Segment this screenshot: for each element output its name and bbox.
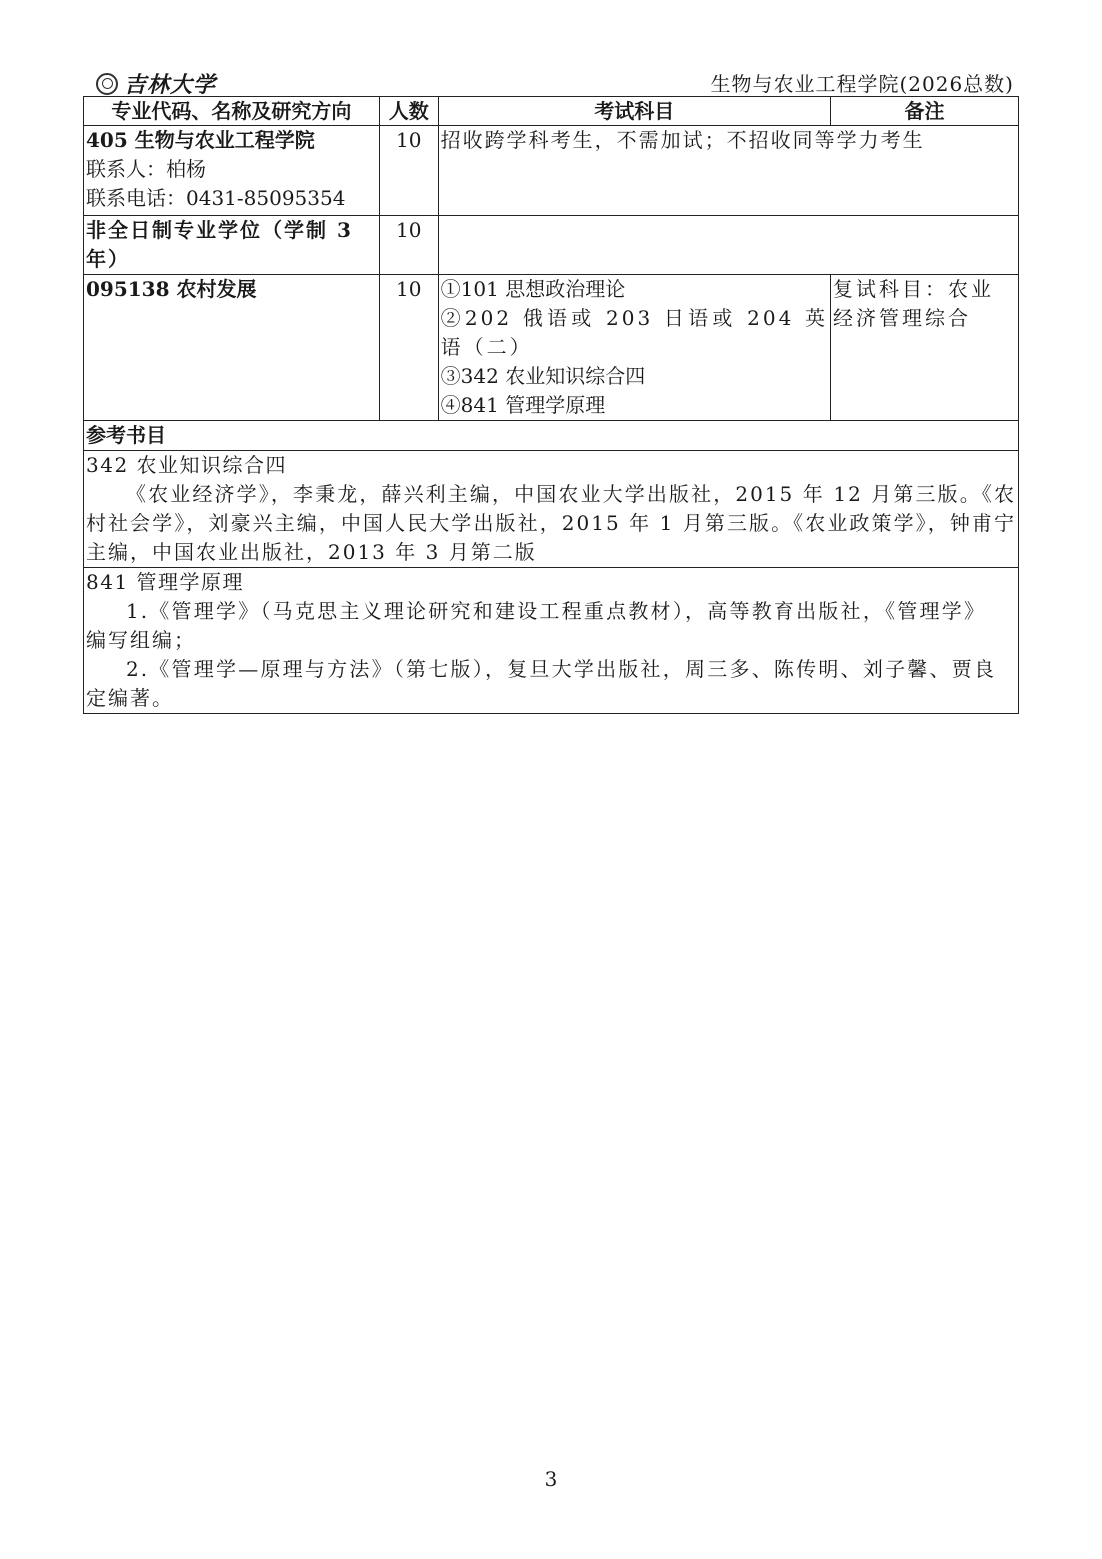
header-title: 生物与农业工程学院(2026总数) [710,72,1014,96]
table-row-reference-342 [84,451,1019,568]
degree-count: 10 [379,216,438,275]
reference-841-cell [84,568,1019,714]
table-header-row [84,97,1019,126]
reference-342-title: 342 农业知识综合四 [86,453,288,477]
program-count: 10 [379,275,438,421]
program-subjects [438,275,830,421]
university-logo [96,68,216,99]
reference-342-cell [84,451,1019,568]
subject-item: ③342 农业知识综合四 [440,364,646,388]
page-number: 3 [544,1467,558,1491]
degree-empty-cell [438,216,1018,275]
references-heading: 参考书目 [84,421,1019,451]
table-row-degree [84,216,1019,275]
reference-841-title: 841 管理学原理 [86,570,245,594]
reference-342-text: 《农业经济学》，李秉龙，薛兴利主编，中国农业大学出版社，2015 年 12 月第三版。《农村社会学》，刘豪兴主编，中国人民大学出版社，2015 年 1 月第三版。《农业政策学》，钟甫宁主编，中国农业出版社，2013 年 3 月第二版 [86,482,1016,564]
reference-841-item-1: 1.《管理学》（马克思主义理论研究和建设工程重点教材），高等教育出版社，《管理学》编写组编； [86,599,976,652]
college-contact: 联系人：柏杨 [86,157,206,181]
college-note: 招收跨学科考生，不需加试；不招收同等学力考生 [438,126,1018,216]
table-row-references-heading [84,421,1019,451]
subject-item: ②202 俄语或 203 日语或 204 英语（二） [440,306,828,359]
header-cell-count: 人数 [379,97,438,126]
subject-item: ④841 管理学原理 [440,393,606,417]
university-name: 吉林大学 [124,72,217,98]
page-header [84,66,1018,96]
program-remark: 复试科目：农业经济管理综合 [830,275,1018,421]
table-row-college [84,126,1019,216]
degree-name: 非全日制专业学位（学制 3 年） [84,216,380,275]
header-cell-subjects: 考试科目 [438,97,830,126]
header-cell-remarks: 备注 [830,97,1018,126]
college-cell [84,126,380,216]
subject-item: ①101 思想政治理论 [440,277,626,301]
program-name: 095138 农村发展 [84,275,380,421]
header-cell-program: 专业代码、名称及研究方向 [84,97,380,126]
reference-841-item-2: 2.《管理学—原理与方法》（第七版），复旦大学出版社，周三多、陈传明、刘子馨、贾良定编著。 [86,657,996,710]
admissions-table [83,96,1019,714]
college-count: 10 [379,126,438,216]
university-seal-icon [96,73,118,95]
table-row-program [84,275,1019,421]
college-phone: 联系电话：0431-85095354 [86,186,346,210]
college-name: 405 生物与农业工程学院 [86,128,315,152]
table-row-reference-841 [84,568,1019,714]
